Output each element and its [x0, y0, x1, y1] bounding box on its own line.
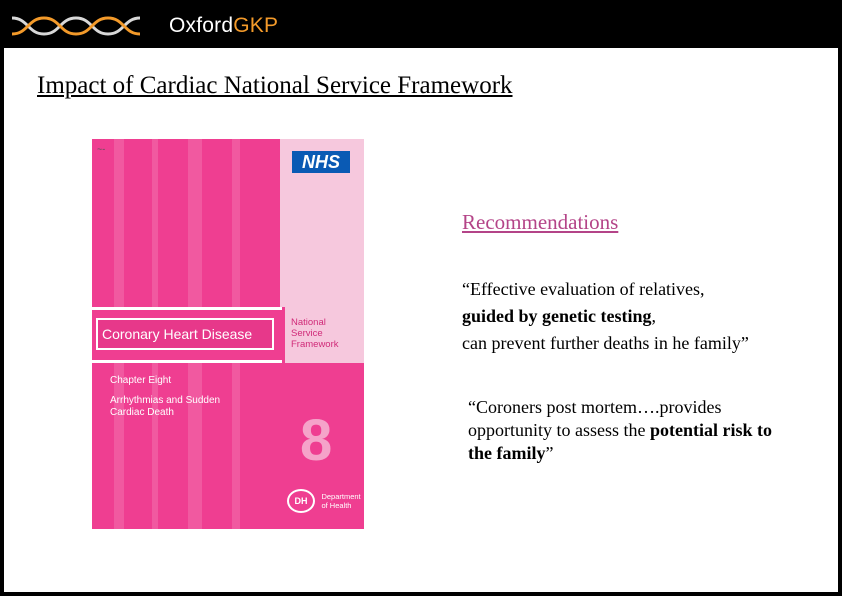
- quote2-bold-1: potential risk to: [650, 420, 773, 440]
- quote-relatives: [462, 276, 822, 357]
- dh-line-1: Department: [321, 492, 361, 501]
- quote2-bold-2: the family: [468, 443, 546, 463]
- chapter-text: [110, 375, 220, 419]
- quote1-line-1: “Effective evaluation of relatives,: [462, 279, 705, 299]
- slide: [4, 4, 838, 592]
- chapter-line-3: Cardiac Death: [110, 407, 174, 418]
- quote1-line-2: guided by genetic testing,: [462, 306, 657, 326]
- recommendations-heading: Recommendations: [462, 210, 619, 234]
- chapter-number: 8: [300, 408, 333, 473]
- report-cover-image: [92, 139, 364, 529]
- quote2-line-2: opportunity to assess the potential risk to: [468, 420, 773, 440]
- framework-line-2: Service: [291, 328, 323, 339]
- framework-line-3: Framework: [291, 339, 339, 350]
- dh-logo-mark: DH: [287, 489, 315, 513]
- dh-line-2: of Health: [321, 501, 352, 510]
- quote1-bold: guided by genetic testing: [462, 306, 652, 326]
- chapter-line-2: Arrhythmias and Sudden: [110, 395, 221, 406]
- department-of-health-logo: [287, 489, 361, 513]
- quote2-line-1: “Coroners post mortem….provides: [468, 397, 722, 417]
- quote2-line-3: the family”: [468, 443, 554, 463]
- nhs-logo: NHS: [292, 151, 350, 173]
- cover-title-band: [92, 307, 282, 363]
- quote1-line-3: can prevent further deaths in he family”: [462, 333, 749, 353]
- brand-logo: [169, 14, 278, 38]
- header-bar: [4, 4, 838, 48]
- chapter-line-1: Chapter Eight: [110, 375, 172, 386]
- framework-line-1: National: [291, 317, 326, 328]
- dna-helix-icon: [12, 12, 142, 40]
- brand-suffix: GKP: [233, 14, 279, 37]
- cover-main-title: Coronary Heart Disease: [96, 318, 274, 350]
- quote-coroners: [468, 396, 828, 465]
- scribble-mark: ~-: [97, 144, 106, 154]
- framework-label: [285, 307, 364, 363]
- brand-name: Oxford: [169, 14, 234, 37]
- slide-title: Impact of Cardiac National Service Framework: [37, 72, 513, 99]
